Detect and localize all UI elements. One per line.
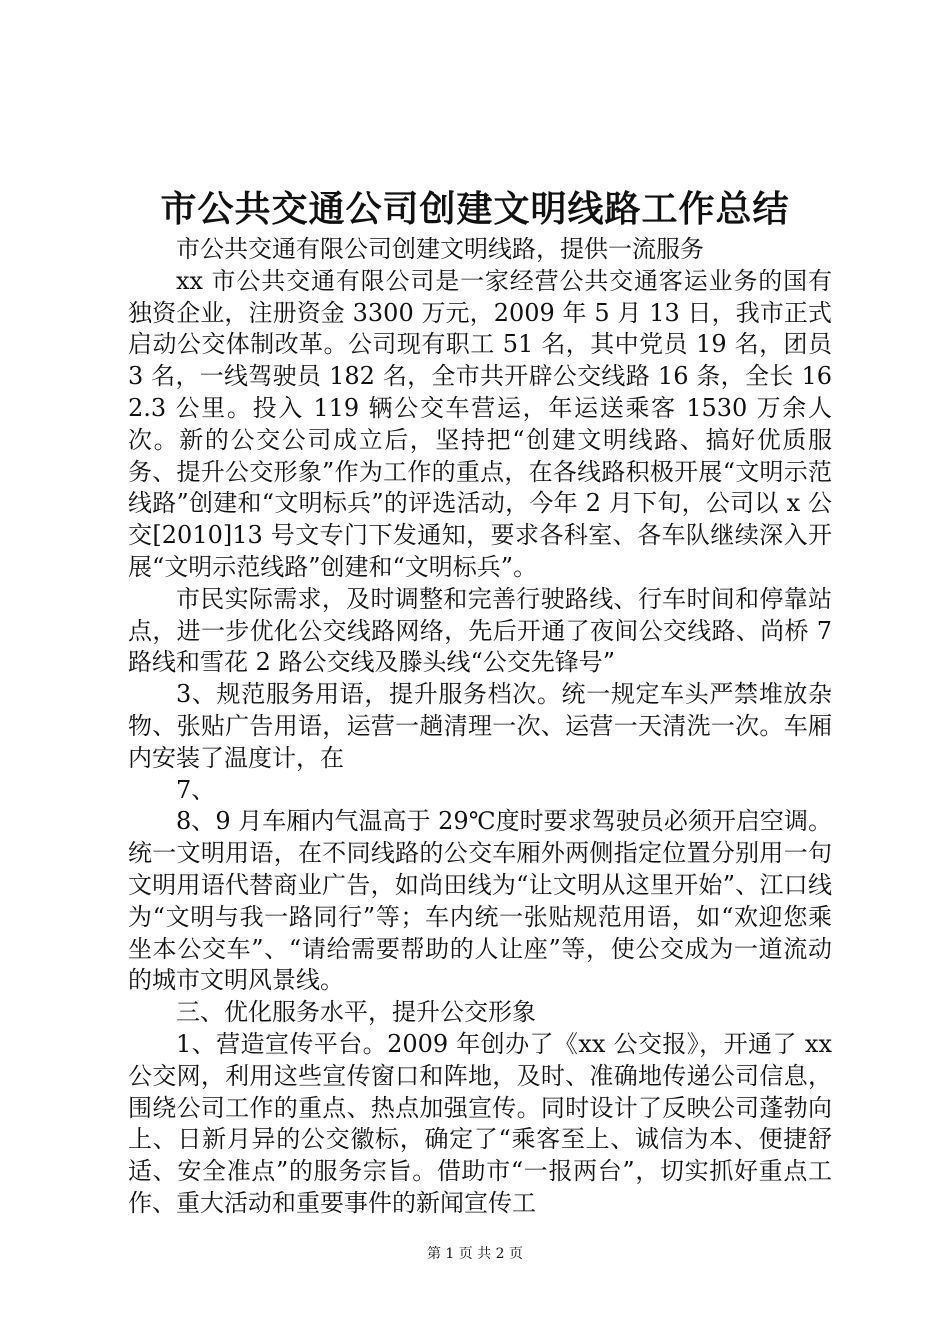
paragraph-item-8: 8、9 月车厢内气温高于 29℃度时要求驾驶员必须开启空调。统一文明用语，在不同线路的公交车厢外两侧指定位置分别用一句文明用语代替商业广告，如尚田线为“让文明从这里开始”、江口线为“文明与我一路同行”等；车内统一张贴规范用语，如“欢迎您乘坐本公交车”、“请给需要帮助的人让座”等，使公交成为一道流动的城市文明风景线。 bbox=[128, 807, 832, 995]
paragraph-subtitle: 市公共交通有限公司创建文明线路，提供一流服务 bbox=[176, 235, 704, 263]
paragraph-publicity-platform: 1、营造宣传平台。2009 年创办了《xx 公交报》，开通了 xx 公交网，利用这些宣传窗口和阵地，及时、准确地传递公司信息，围绕公司工作的重点、热点加强宣传。同时设计了反映公司蓬勃向上、日新月异的公交徽标，确定了“乘客至上、诚信为本、便捷舒适、安全准点”的服务宗旨。借助市“一报两台”，切实抓好重点工作、重大活动和重要事件的新闻宣传工 bbox=[128, 1029, 832, 1217]
document-body bbox=[128, 234, 832, 1220]
paragraph-item-7: 7、 bbox=[176, 775, 216, 804]
document-title: 市公共交通公司创建文明线路工作总结 bbox=[160, 188, 790, 230]
page-number-footer: 第 1 页 共 2 页 bbox=[426, 1246, 524, 1262]
paragraph-service-language: 3、规范服务用语，提升服务档次。统一规定车头严禁堆放杂物、张贴广告用语，运营一趟清理一次、运营一天清洗一次。车厢内安装了温度计，在 bbox=[128, 680, 832, 772]
paragraph-section-heading: 三、优化服务水平，提升公交形象 bbox=[176, 998, 536, 1027]
paragraph-company-overview: xx 市公共交通有限公司是一家经营公共交通客运业务的国有独资企业，注册资金 3300 万元，2009 年 5 月 13 日，我市正式启动公交体制改革。公司现有职工 51 名，其中党员 19 名，团员 3 名，一线驾驶员 182 名，全市共开辟公交线路 16 条，全长 162.3 公里。投入 119 辆公交车营运，年运送乘客 1530 万余人次。新的公交公司成立后，坚持把“创建文明线路、搞好优质服务、提升公交形象”作为工作的重点，在各线路积极开展“文明示范线路”创建和“文明标兵”的评选活动，今年 2 月下旬，公司以 x 公交[2010]13 号文专门下发通知，要求各科室、各车队继续深入开展“文明示范线路”创建和“文明标兵”。 bbox=[128, 266, 832, 581]
paragraph-route-optimization: 市民实际需求，及时调整和完善行驶路线、行车时间和停靠站点，进一步优化公交线路网络，先后开通了夜间公交线路、尚桥 7 路线和雪花 2 路公交线及滕头线“公交先锋号” bbox=[128, 584, 832, 677]
